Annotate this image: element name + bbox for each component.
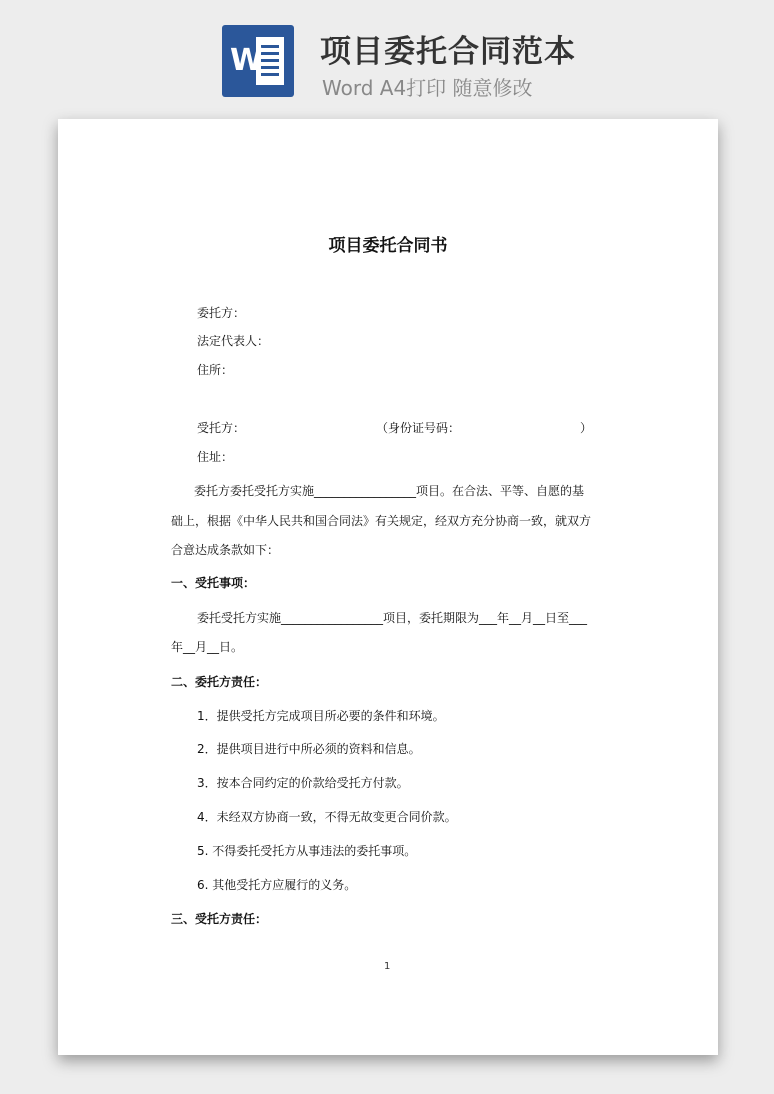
section-2-heading: 二、委托方责任： bbox=[171, 675, 268, 689]
legal-rep-label: 法定代表人： bbox=[197, 334, 270, 348]
address-label: 住址： bbox=[197, 450, 234, 464]
list-item: 3．按本合同约定的价款给受托方付款。 bbox=[197, 776, 409, 790]
trustee-label: 受托方： bbox=[197, 421, 246, 435]
list-item: 6. 其他受托方应履行的义务。 bbox=[197, 878, 357, 892]
section-1-line-1: 委托受托方实施_________________项目，委托期限为___年__月__日至___ bbox=[197, 611, 588, 625]
intro-line-3: 合意达成条款如下： bbox=[171, 543, 280, 557]
id-number-close: ） bbox=[580, 421, 593, 435]
document-page bbox=[58, 119, 718, 1055]
list-item: 5. 不得委托受托方从事违法的委托事项。 bbox=[197, 844, 417, 858]
section-1-heading: 一、受托事项： bbox=[171, 576, 256, 590]
list-item: 4．未经双方协商一致，不得无故变更合同价款。 bbox=[197, 810, 457, 824]
header-banner bbox=[0, 0, 774, 110]
client-label: 委托方： bbox=[197, 306, 246, 320]
header-subtitle: Word A4打印 随意修改 bbox=[322, 76, 533, 100]
list-item: 1．提供受托方完成项目所必要的条件和环境。 bbox=[197, 709, 445, 723]
page-number: 1 bbox=[384, 961, 391, 972]
section-3-heading: 三、受托方责任： bbox=[171, 912, 268, 926]
list-item: 2．提供项目进行中所必须的资料和信息。 bbox=[197, 742, 421, 756]
intro-line-1: 委托方委托受托方实施_________________项目。在合法、平等、自愿的基 bbox=[194, 484, 585, 498]
word-icon bbox=[222, 25, 294, 97]
document-title: 项目委托合同书 bbox=[328, 236, 448, 256]
residence-label: 住所： bbox=[197, 363, 234, 377]
section-1-line-2: 年__月__日。 bbox=[171, 640, 244, 654]
id-number-label: （身份证号码： bbox=[376, 421, 461, 435]
intro-line-2: 础上，根据《中华人民共和国合同法》有关规定，经双方充分协商一致，就双方 bbox=[171, 514, 592, 528]
header-title: 项目委托合同范本 bbox=[320, 34, 576, 70]
word-icon-letter: W bbox=[230, 43, 264, 78]
